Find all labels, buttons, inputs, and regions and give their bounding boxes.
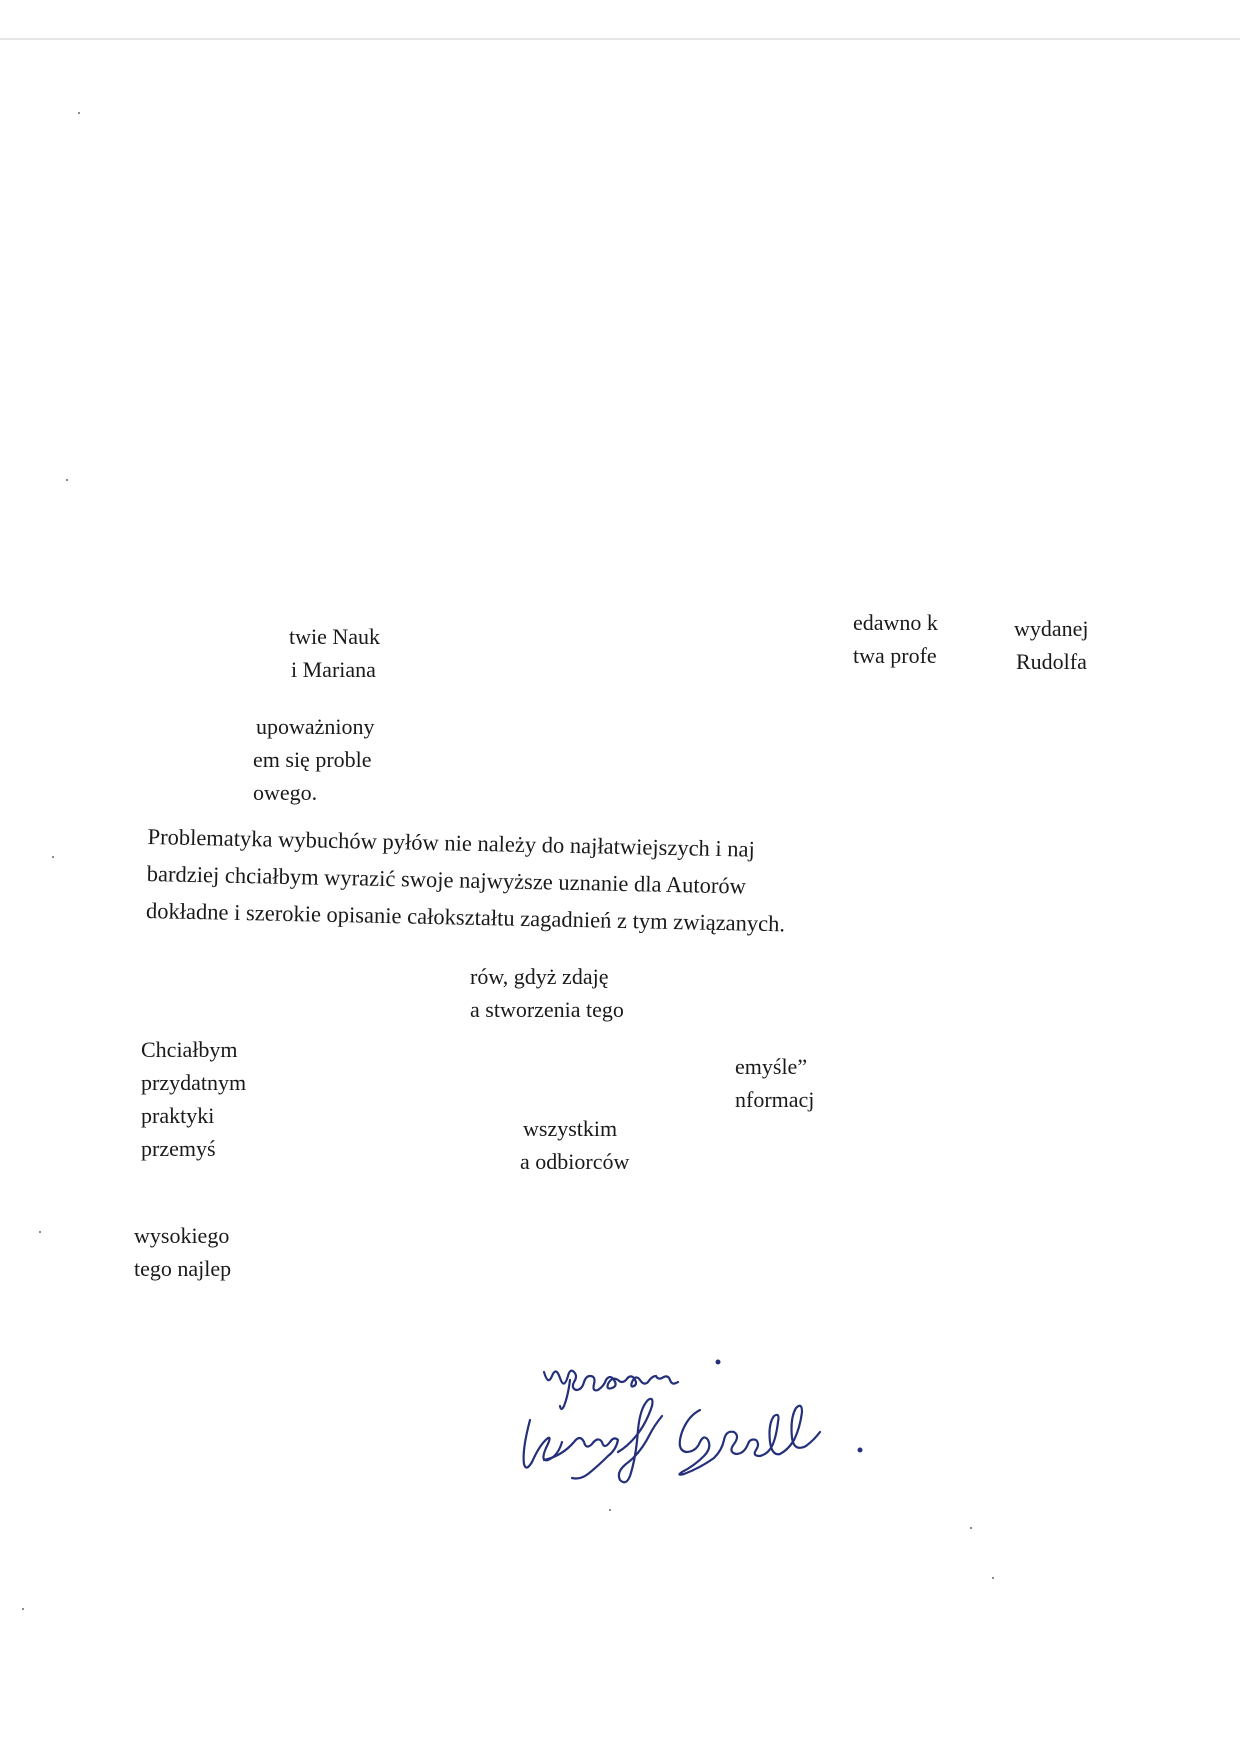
fragment-line: praktyki [141, 1103, 215, 1128]
fragment-recent [853, 606, 938, 672]
scan-speck [39, 1231, 41, 1233]
fragment-line: wydanej [1014, 616, 1089, 641]
fragment-line: Rudolfa [1016, 649, 1087, 674]
handwritten-signature [500, 1340, 980, 1510]
fragment-academy [289, 620, 380, 686]
paragraph-everyone [520, 1112, 629, 1178]
paragraph-authorized [253, 710, 375, 809]
fragment-line: a odbiorców [520, 1149, 630, 1174]
fragment-line: twie Nauk [289, 624, 381, 649]
fragment-line: wysokiego [134, 1223, 230, 1248]
fragment-line: wszystkim [523, 1116, 618, 1141]
paragraph-line: Problematyka wybuchów pyłów nie należy do najłatwiejszych i naj [147, 823, 756, 862]
paragraph-realize [470, 960, 624, 1026]
main-paragraph [146, 818, 787, 942]
paragraph-line: bardziej chciałbym wyrazić swoje najwyższe uznanie dla Autorów [146, 860, 747, 899]
scan-speck [22, 1608, 24, 1610]
scan-speck [992, 1577, 994, 1579]
fragment-line: nformacj [735, 1087, 815, 1112]
scan-speck [66, 479, 68, 481]
scan-speck [609, 1509, 611, 1511]
fragment-line: przydatnym [141, 1070, 247, 1095]
fragment-line: Chciałbym [141, 1037, 238, 1062]
fragment-line: a stworzenia tego [470, 997, 624, 1022]
fragment-line: edawno k [853, 610, 938, 635]
paragraph-line: dokładne i szerokie opisanie całokształtu zagadnień z tym związanych. [145, 897, 786, 937]
scan-edge [0, 38, 1240, 40]
closing-paragraph [134, 1219, 231, 1285]
paragraph-industry [735, 1050, 814, 1116]
paragraph-wish [141, 1033, 246, 1165]
fragment-line: przemyś [141, 1136, 216, 1161]
fragment-published [1014, 612, 1089, 678]
scan-speck [970, 1527, 972, 1529]
scan-speck [52, 856, 54, 858]
scan-speck [78, 112, 80, 114]
fragment-line: i Mariana [291, 657, 376, 682]
fragment-line: em się proble [253, 747, 372, 772]
fragment-line: tego najlep [134, 1256, 232, 1281]
fragment-line: upoważniony [256, 714, 375, 739]
fragment-line: owego. [253, 780, 318, 805]
fragment-line: twa profe [853, 643, 937, 668]
fragment-line: emyśle” [735, 1054, 808, 1079]
fragment-line: rów, gdyż zdaję [470, 964, 609, 989]
